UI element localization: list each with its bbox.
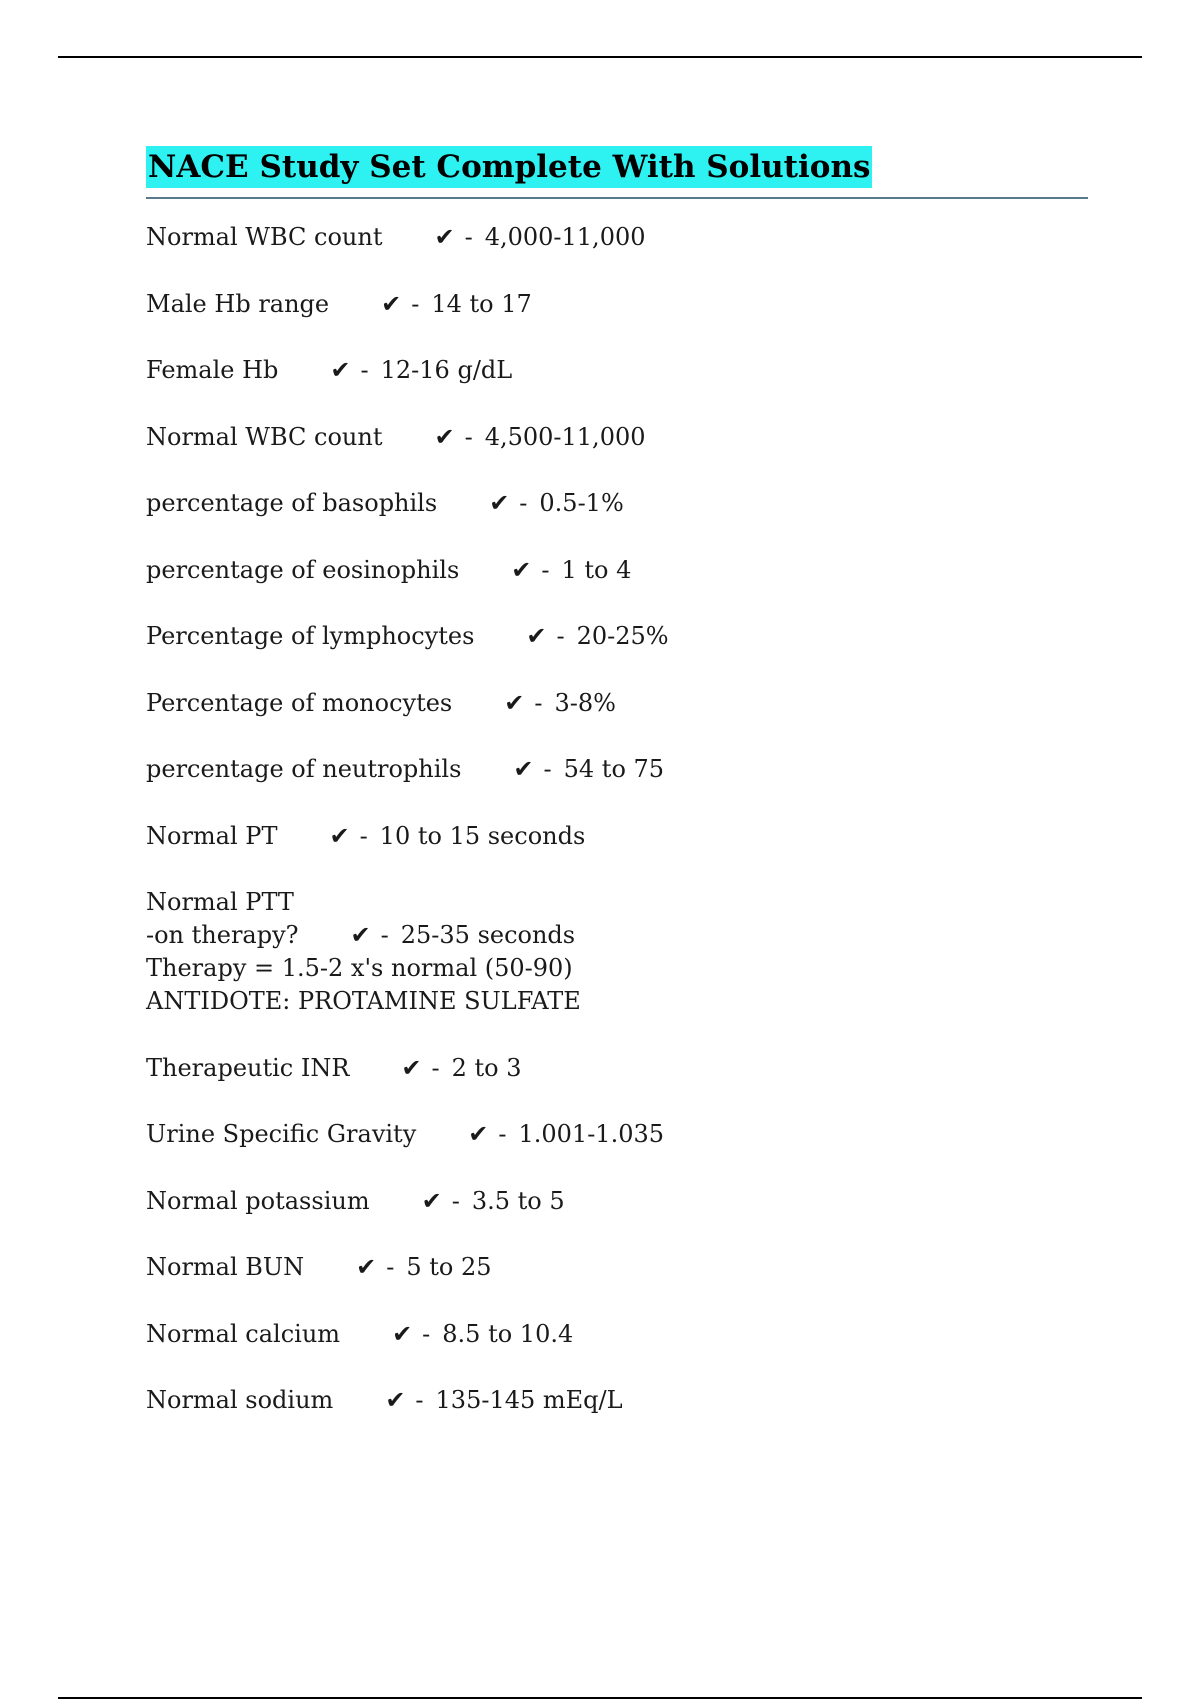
qa-answer: 3.5 to 5 xyxy=(471,1186,565,1215)
separator: - xyxy=(422,1319,431,1348)
check-icon: ✔ xyxy=(489,489,510,517)
qa-answer: 2 to 3 xyxy=(451,1053,522,1082)
qa-term: Normal PT xyxy=(146,821,278,850)
separator: - xyxy=(543,755,552,783)
qa-answer: 54 to 75 xyxy=(563,755,665,783)
check-icon: ✔ xyxy=(401,1053,422,1082)
separator: - xyxy=(415,1386,424,1414)
qa-answer: 10 to 15 seconds xyxy=(379,821,586,850)
qa-item xyxy=(146,1251,1088,1284)
qa-term-line: Normal PTT xyxy=(146,888,294,916)
qa-answer: 20-25% xyxy=(576,622,669,650)
qa-item xyxy=(146,753,1088,786)
qa-term: percentage of basophils xyxy=(146,489,438,517)
qa-item-multiline xyxy=(146,886,1088,1018)
check-icon: ✔ xyxy=(421,1186,442,1215)
qa-term: Percentage of monocytes xyxy=(146,688,453,717)
bottom-rule xyxy=(58,1697,1142,1699)
qa-term: Normal potassium xyxy=(146,1186,370,1215)
qa-answer: 8.5 to 10.4 xyxy=(442,1319,574,1348)
check-icon: ✔ xyxy=(511,555,532,584)
separator: - xyxy=(380,921,389,949)
qa-answer: 135-145 mEq/L xyxy=(435,1386,623,1414)
qa-item xyxy=(146,554,1088,587)
top-rule xyxy=(58,56,1142,58)
qa-term: percentage of neutrophils xyxy=(146,755,462,783)
separator: - xyxy=(534,688,543,717)
qa-term: Percentage of lymphocytes xyxy=(146,622,475,650)
qa-answer: 14 to 17 xyxy=(431,289,532,318)
qa-term: Normal calcium xyxy=(146,1319,341,1348)
check-icon: ✔ xyxy=(330,356,351,384)
qa-item xyxy=(146,620,1088,653)
qa-term: Male Hb range xyxy=(146,289,330,318)
qa-term: -on therapy? xyxy=(146,921,299,949)
qa-item xyxy=(146,1118,1088,1151)
qa-answer: 1 to 4 xyxy=(561,555,632,584)
separator: - xyxy=(464,223,473,251)
check-icon: ✔ xyxy=(329,821,350,850)
qa-item xyxy=(146,487,1088,520)
title-underline xyxy=(146,197,1088,199)
document-title: NACE Study Set Complete With Solutions xyxy=(146,146,872,188)
check-icon: ✔ xyxy=(350,921,371,949)
qa-answer-note: Therapy = 1.5-2 x's normal (50-90) xyxy=(146,954,573,982)
check-icon: ✔ xyxy=(468,1120,489,1148)
qa-item xyxy=(146,1185,1088,1218)
check-icon: ✔ xyxy=(434,422,455,451)
qa-term: Female Hb xyxy=(146,356,279,384)
qa-answer: 3-8% xyxy=(554,688,616,717)
separator: - xyxy=(464,422,473,451)
separator: - xyxy=(360,356,369,384)
qa-answer: 5 to 25 xyxy=(406,1253,492,1281)
qa-item xyxy=(146,1318,1088,1351)
qa-term: Normal WBC count xyxy=(146,422,383,451)
qa-term: Therapeutic INR xyxy=(146,1053,350,1082)
qa-item xyxy=(146,354,1088,387)
separator: - xyxy=(359,821,368,850)
qa-item xyxy=(146,221,1088,254)
separator: - xyxy=(451,1186,460,1215)
qa-term: Normal sodium xyxy=(146,1386,334,1414)
qa-term: Urine Specific Gravity xyxy=(146,1120,417,1148)
separator: - xyxy=(498,1120,507,1148)
separator: - xyxy=(411,289,420,318)
qa-answer: 1.001-1.035 xyxy=(518,1120,665,1148)
qa-item xyxy=(146,1384,1088,1417)
qa-item xyxy=(146,687,1088,720)
qa-item xyxy=(146,1052,1088,1085)
qa-answer: 4,000-11,000 xyxy=(484,223,646,251)
qa-term: Normal WBC count xyxy=(146,223,383,251)
separator: - xyxy=(541,555,550,584)
qa-item xyxy=(146,820,1088,853)
qa-list xyxy=(146,221,1088,1417)
check-icon: ✔ xyxy=(356,1253,377,1281)
qa-answer: 12-16 g/dL xyxy=(380,356,513,384)
separator: - xyxy=(556,622,565,650)
qa-term: Normal BUN xyxy=(146,1253,305,1281)
check-icon: ✔ xyxy=(381,289,402,318)
check-icon: ✔ xyxy=(385,1386,406,1414)
qa-item xyxy=(146,288,1088,321)
separator: - xyxy=(519,489,528,517)
qa-answer: 25-35 seconds xyxy=(400,921,576,949)
qa-term-answer-line xyxy=(146,919,1088,952)
qa-term: percentage of eosinophils xyxy=(146,555,460,584)
qa-answer-note: ANTIDOTE: PROTAMINE SULFATE xyxy=(146,987,581,1015)
check-icon: ✔ xyxy=(504,688,525,717)
check-icon: ✔ xyxy=(513,755,534,783)
qa-item xyxy=(146,421,1088,454)
check-icon: ✔ xyxy=(526,622,547,650)
check-icon: ✔ xyxy=(392,1319,413,1348)
document-body xyxy=(146,146,1088,1451)
separator: - xyxy=(386,1253,395,1281)
qa-answer: 4,500-11,000 xyxy=(484,422,646,451)
check-icon: ✔ xyxy=(434,223,455,251)
qa-answer: 0.5-1% xyxy=(539,489,624,517)
separator: - xyxy=(431,1053,440,1082)
